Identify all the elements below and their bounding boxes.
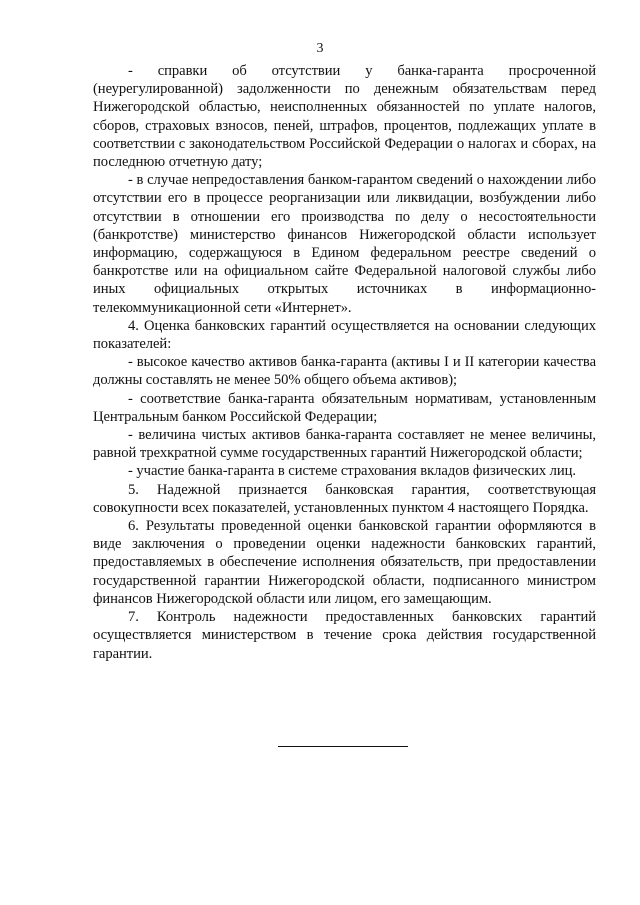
page-number: 3 bbox=[316, 41, 324, 56]
paragraph-item-4-evaluation-criteria: 4. Оценка банковских гарантий осуществляется на основании следующих показателей: bbox=[93, 317, 596, 353]
paragraph-deposit-insurance: - участие банка-гаранта в системе страхования вкладов физических лиц. bbox=[128, 463, 577, 480]
paragraph-bank-debt-certificate: - справки об отсутствии у банка-гаранта просроченной (неурегулированной) задолженности по денежным обязательствам перед Нижегородской областью, неисполненных обязанностей по уплате налогов, сборов, страховых взносов, пеней, штрафов, процентов, подлежащих уплате в соответствии с законодательством Российской Федерации о налогах и сборах, на последнюю отчетную дату; bbox=[93, 63, 596, 171]
closing-divider-line bbox=[278, 746, 408, 747]
paragraph-bankruptcy-info: - в случае непредоставления банком-гарантом сведений о нахождении либо отсутствии его в процессе реорганизации или ликвидации, возбуждении либо отсутствии в отношении его производства по делу о несостоятельности (банкротстве) министерство финансов Нижегородской области использует информацию, содержащуюся в Едином федеральном реестре сведений о банкротстве или на официальном сайте Федеральной налоговой службы либо иных официальных открытых источниках в информационно-телекоммуникационной сети «Интернет». bbox=[93, 172, 596, 316]
paragraph-mandatory-ratios: - соответствие банка-гаранта обязательным нормативам, установленным Центральным банком Российской Федерации; bbox=[93, 390, 596, 425]
paragraph-asset-quality: - высокое качество активов банка-гаранта (активы I и II категории качества должны составлять не менее 50% общего объема активов); bbox=[93, 354, 596, 389]
paragraph-item-5-reliable-guarantee: 5. Надежной признается банковская гарантия, соответствующая совокупности всех показателей, установленных пунктом 4 настоящего Порядка. bbox=[93, 481, 596, 516]
paragraph-item-7-control: 7. Контроль надежности предоставленных банковских гарантий осуществляется министерством в течение срока действия государственной гарантии. bbox=[93, 609, 596, 662]
document-body bbox=[93, 62, 596, 663]
paragraph-net-assets: - величина чистых активов банка-гаранта составляет не менее величины, равной трехкратной сумме государственных гарантий Нижегородской области; bbox=[93, 427, 596, 462]
paragraph-item-6-evaluation-results: 6. Результаты проведенной оценки банковской гарантии оформляются в виде заключения о проведении оценки надежности банковских гарантий, предоставляемых в обеспечение исполнения обязательств, при предоставлении государственной гарантии Нижегородской области, подписанного министром финансов Нижегородской области или лицом, его замещающим. bbox=[93, 518, 596, 607]
